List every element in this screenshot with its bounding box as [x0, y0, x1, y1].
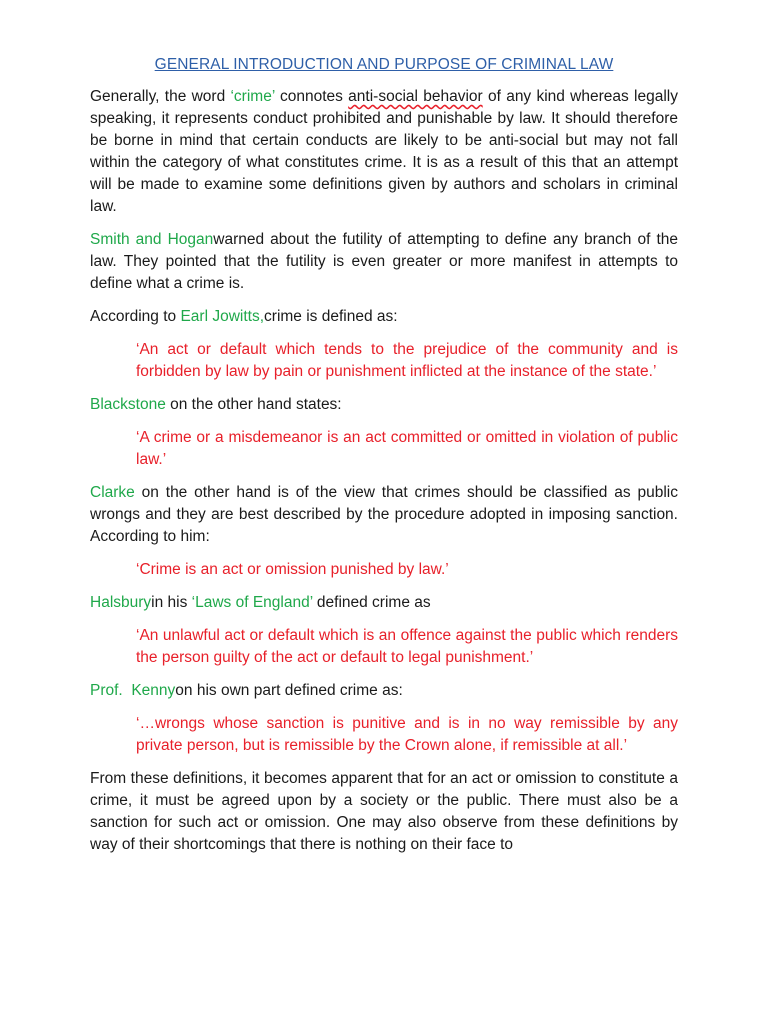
quote-kenny: ‘…wrongs whose sanction is punitive and is in no way remissible by any private person, but is remissible by the Crown alone, if remissible at all.’: [136, 715, 678, 754]
term-crime: ‘crime’: [230, 88, 275, 105]
text-run: on his own part defined crime as:: [175, 682, 403, 699]
book-laws-of-england: ‘Laws of England’: [191, 594, 313, 611]
text-run: According to: [90, 308, 181, 325]
text-run: of any kind whereas legally speaking, it represents conduct prohibited and punishable by law. It should therefore be borne in mind that certain conducts are likely to be anti-social but may not fall within the category of what constitutes crime. It is as a result of this that an attempt will be made to examine some definitions given by authors and scholars in criminal law.: [90, 88, 678, 215]
author-halsbury: Halsbury: [90, 594, 152, 611]
text-run: crime is defined as:: [264, 308, 398, 325]
quote-halsbury: ‘An unlawful act or default which is an offence against the public which renders the person guilty of the act or default to legal punishment.’: [136, 627, 678, 666]
quote-jowitts: ‘An act or default which tends to the prejudice of the community and is forbidden by law by pain or punishment inflicted at the instance of the state.’: [136, 341, 678, 380]
text-run: Generally, the word: [90, 88, 231, 105]
author-clarke: Clarke: [90, 484, 135, 501]
paragraph-halsbury: [90, 592, 678, 614]
document-title: GENERAL INTRODUCTION AND PURPOSE OF CRIMINAL LAW: [154, 56, 614, 73]
paragraph-kenny: [90, 680, 678, 702]
term-anti-social-behavior: anti-social behavior: [348, 88, 483, 105]
author-earl-jowitts: Earl Jowitts,: [180, 308, 265, 325]
quote-clarke: ‘Crime is an act or omission punished by law.’: [136, 561, 449, 578]
quote-blackstone: ‘A crime or a misdemeanor is an act committed or omitted in violation of public law.’: [136, 429, 678, 468]
paragraph-clarke: [90, 482, 678, 548]
paragraph-conclusion: From these definitions, it becomes apparent that for an act or omission to constitute a crime, it must be agreed upon by a society or the public. There must also be a sanction for such act or omission. One may also observe from these definitions by way of their shortcomings that there is nothing on their face to: [90, 770, 678, 853]
author-prof-kenny: Prof. Kenny: [90, 682, 176, 699]
text-run: in his: [151, 594, 192, 611]
text-run: connotes: [274, 88, 349, 105]
text-run: on the other hand states:: [165, 396, 342, 413]
text-run: on the other hand is of the view that crimes should be classified as public wrongs and they are best described by the procedure adopted in imposing sanction. According to him:: [90, 484, 678, 545]
text-run: warned about the futility of attempting to define any branch of the law. They pointed that the futility is even greater or more manifest in attempts to define what a crime is.: [90, 231, 678, 292]
paragraph-intro: [90, 86, 678, 218]
text-run: defined crime as: [312, 594, 431, 611]
author-blackstone: Blackstone: [90, 396, 166, 413]
paragraph-smith-hogan: [90, 229, 678, 295]
paragraph-jowitts: [90, 306, 678, 328]
paragraph-blackstone: [90, 394, 678, 416]
author-smith-hogan: Smith and Hogan: [90, 231, 214, 248]
